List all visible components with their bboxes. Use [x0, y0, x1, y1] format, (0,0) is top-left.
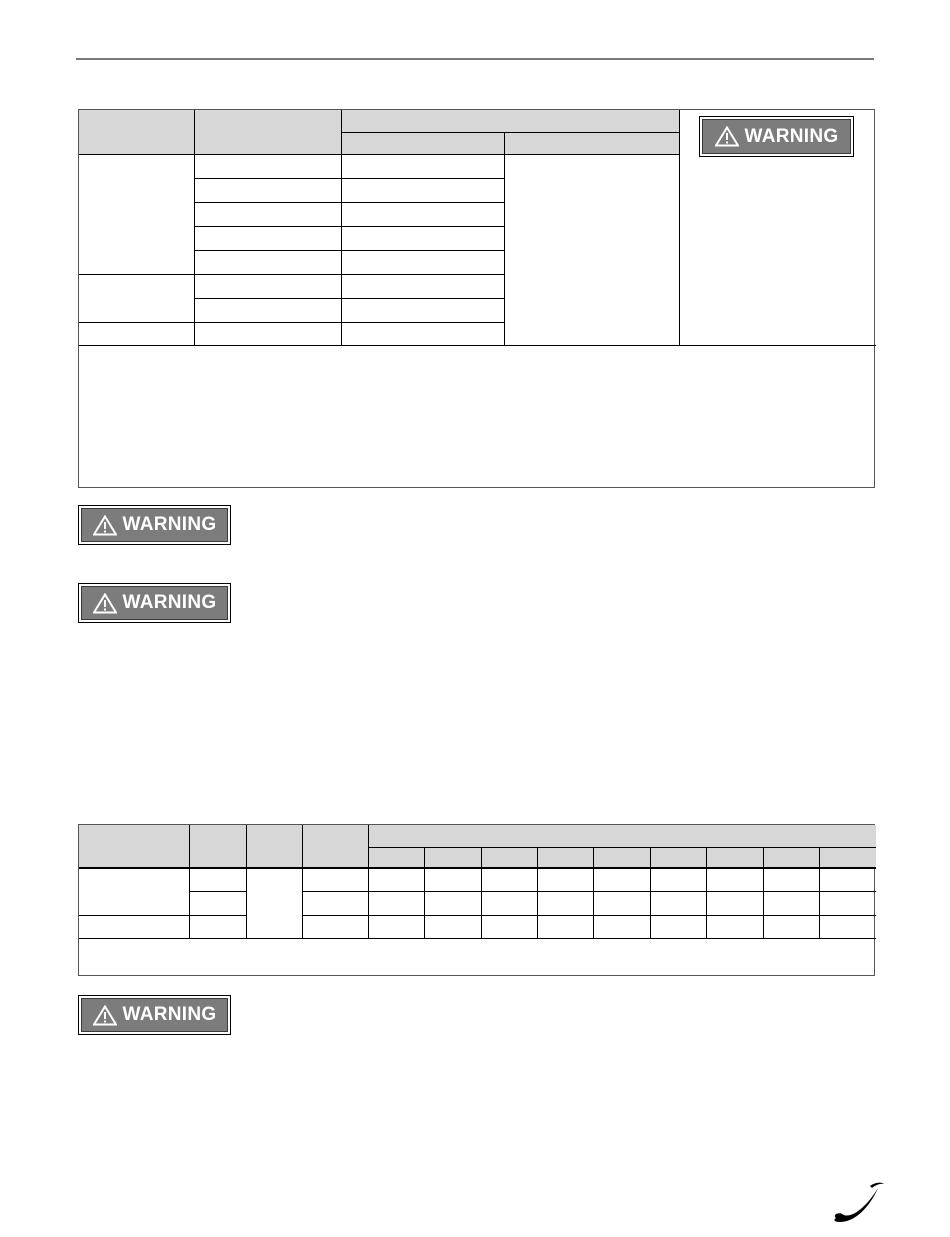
table-2-header-col-3: [247, 825, 302, 867]
warning-label: WARNING: [744, 125, 839, 147]
table-1-header-group: [342, 110, 679, 132]
table-2-header-subrow: [369, 848, 876, 867]
warning-triangle-icon: [93, 515, 117, 536]
warning-badge-2: [78, 583, 231, 623]
table-2-header-col-2: [190, 825, 246, 867]
table-2-header-col-4: [303, 825, 368, 867]
table-1-header-sub-1: [342, 133, 504, 154]
table-1-header-sub-2: [505, 133, 679, 154]
table-2-header-col-1: [79, 825, 189, 867]
warning-triangle-icon: [93, 593, 117, 614]
table-1-header-col-1: [79, 110, 194, 154]
warning-triangle-icon: [93, 1005, 117, 1026]
table-1-header-col-2: [195, 110, 341, 154]
warning-label: WARNING: [122, 592, 217, 613]
warning-badge-table-1: [699, 116, 854, 157]
warning-badge-3: [78, 995, 231, 1035]
warning-badge-1: [78, 505, 231, 545]
warning-label: WARNING: [122, 514, 217, 535]
table-1: [78, 109, 875, 488]
warning-triangle-icon: [715, 126, 739, 147]
swoosh-logo-icon: [830, 1178, 886, 1226]
table-2: [78, 824, 875, 976]
header-rule: [76, 58, 874, 60]
warning-label: WARNING: [122, 1004, 217, 1025]
table-2-header-group: [369, 825, 876, 847]
